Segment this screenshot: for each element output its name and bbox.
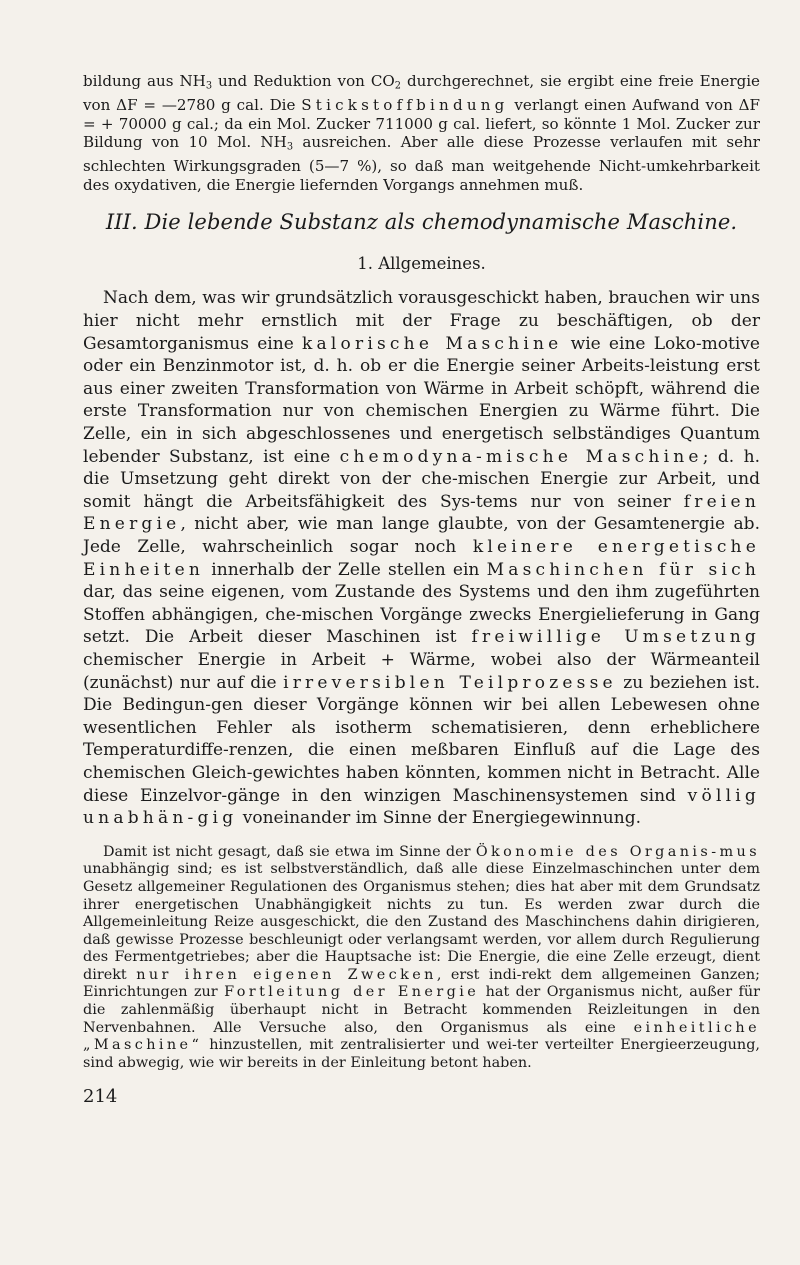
body-text: voneinander im Sinne der Energiegewinnung.	[237, 808, 642, 829]
spaced-emphasis: nur ihren eigenen Zwecken	[136, 966, 437, 983]
spaced-emphasis: chemodyna-mische Maschine	[339, 446, 703, 467]
body-text: zu beziehen ist. Die Bedingun-gen dieser Vorgänge können wir bei allen Lebewesen ohne wesentlichen Fehler als isotherm schematisieren, denn erheblichere Temperaturdiffe-renzen, die einen meßbaren Einfluß auf die Lage des chemischen Gleich-gewichtes haben könnten, kommen nicht in Betracht. Alle diese Einzelvor-gänge in den winzigen Maschinensystemen sind	[83, 672, 760, 806]
body-text: chemischer Energie in Arbeit + Wärme, wobei also der Wärmeanteil (zunächst) nur auf die	[83, 649, 760, 693]
spaced-emphasis: irreversiblen Teilprozesse	[283, 672, 617, 693]
page-number: 214	[83, 1086, 118, 1108]
spaced-emphasis: völlig unabhän-gig	[83, 785, 760, 829]
note-text: hat der Organismus nicht, außer für die zahlenmäßig überhaupt nicht in Betracht kommenden Reizleitungen in den Nervenbahnen. Alle Versuche also, den Organismus als eine	[83, 984, 761, 1036]
subscript: 3	[205, 80, 213, 92]
note-text: hinzustellen, mit zentralisierter und wei-ter verteilter Energieerzeugung, sind abwegig, wie wir bereits in der Einleitung betont haben.	[83, 1037, 760, 1071]
subscript: 3	[286, 141, 294, 153]
intro-text: ausreichen. Aber alle diese Prozesse verlaufen mit sehr schlechten Wirkungsgraden (5—7 %), so daß man weitgehende Nicht-umkehrbarkeit des oxydativen, die Energie liefernden Vorgangs annehmen muß.	[83, 133, 760, 194]
spaced-emphasis: Stickstoffbindung	[301, 96, 509, 115]
note-paragraph	[83, 844, 760, 1073]
spaced-emphasis: Ökonomie des Organis-mus	[475, 843, 760, 860]
body-text: ; d. h. die Umsetzung geht direkt von der che-mischen Energie zur Arbeit, und somit hängt die Arbeitsfähigkeit des Sys-tems nur von seiner	[83, 446, 760, 512]
intro-text: durchgerechnet, sie ergibt eine freie Energie von ΔF = —2780 g cal. Die	[83, 72, 760, 115]
body-text: , nicht aber, wie man lange glaubte, von der Gesamtenergie ab. Jede Zelle, wahrscheinlich sogar noch	[83, 514, 760, 557]
spaced-emphasis: kleinere energetische Einheiten	[83, 537, 761, 580]
intro-text: bildung aus NH	[83, 72, 206, 90]
subscript: 2	[394, 80, 401, 92]
intro-paragraph	[83, 72, 760, 194]
note-text: , erst indi-rekt dem allgemeinen Ganzen; Einrichtungen zur	[83, 966, 760, 1001]
spaced-emphasis: Fortleitung der Energie	[224, 984, 480, 1001]
body-text: wie eine Loko-motive oder ein Benzinmotor ist, d. h. ob er die Energie seiner Arbeits-leistung erst aus einer zweiten Transformation von Wärme in Arbeit schöpft, während die erste Transformation nur von chemischen Energien zu Wärme führt. Die Zelle, ein in sich abgeschlossenes und energetisch selbständiges Quantum lebender Substanz, ist eine	[83, 333, 760, 467]
intro-text: verlangt einen Aufwand von ΔF = + 70000 g cal.; da ein Mol. Zucker 711000 g cal. liefert, so könnte 1 Mol. Zucker zur Bildung von 10 Mol. NH	[83, 96, 760, 152]
note-text: unabhängig sind; es ist selbstverständlich, daß alle diese Einzelmaschinchen unter dem Gesetz allgemeiner Regulationen des Organismus stehen; dies hat aber mit dem Grundsatz ihrer energetischen Unabhängigkeit nichts zu tun. Es werden zwar durch die Allgemeinleitung Reize ausgeschickt, die den Zustand des Maschinchens dahin dirigieren, daß gewisse Prozesse beschleunigt oder verlangsamt werden, vor allem durch Regulierung des Fermentgetriebes; aber die Hauptsache ist: Die Energie, die eine Zelle erzeugt, dient direkt	[83, 861, 760, 983]
intro-text: und Reduktion von CO	[212, 72, 395, 90]
subsection-title: 1. Allgemeines.	[357, 254, 486, 274]
body-text: dar, das seine eigenen, vom Zustande des Systems und den ihm zugeführten Stoffen abhängigen, che-mischen Vorgänge zwecks Energielieferung in Gang setzt. Die Arbeit dieser Maschinen ist	[83, 582, 760, 648]
note-text: Damit ist nicht gesagt, daß sie etwa im Sinne der	[103, 843, 476, 860]
spaced-emphasis: Maschinchen für sich	[486, 559, 761, 580]
spaced-emphasis: freien Energie	[83, 491, 760, 535]
main-paragraph	[83, 287, 760, 829]
body-text: Nach dem, was wir grundsätzlich vorausgeschickt haben, brauchen wir uns hier nicht mehr ernstlich mit der Frage zu beschäftigen, ob der Gesamtorganismus eine	[83, 288, 760, 354]
spaced-emphasis: kalorische Maschine	[302, 333, 563, 354]
spaced-emphasis: einheitliche „Maschine“	[83, 1019, 760, 1054]
section-title: III. Die lebende Substanz als chemodynamische Maschine.	[105, 210, 738, 235]
spaced-emphasis: freiwillige Umsetzung	[471, 627, 760, 648]
body-text: innerhalb der Zelle stellen ein	[204, 559, 487, 580]
